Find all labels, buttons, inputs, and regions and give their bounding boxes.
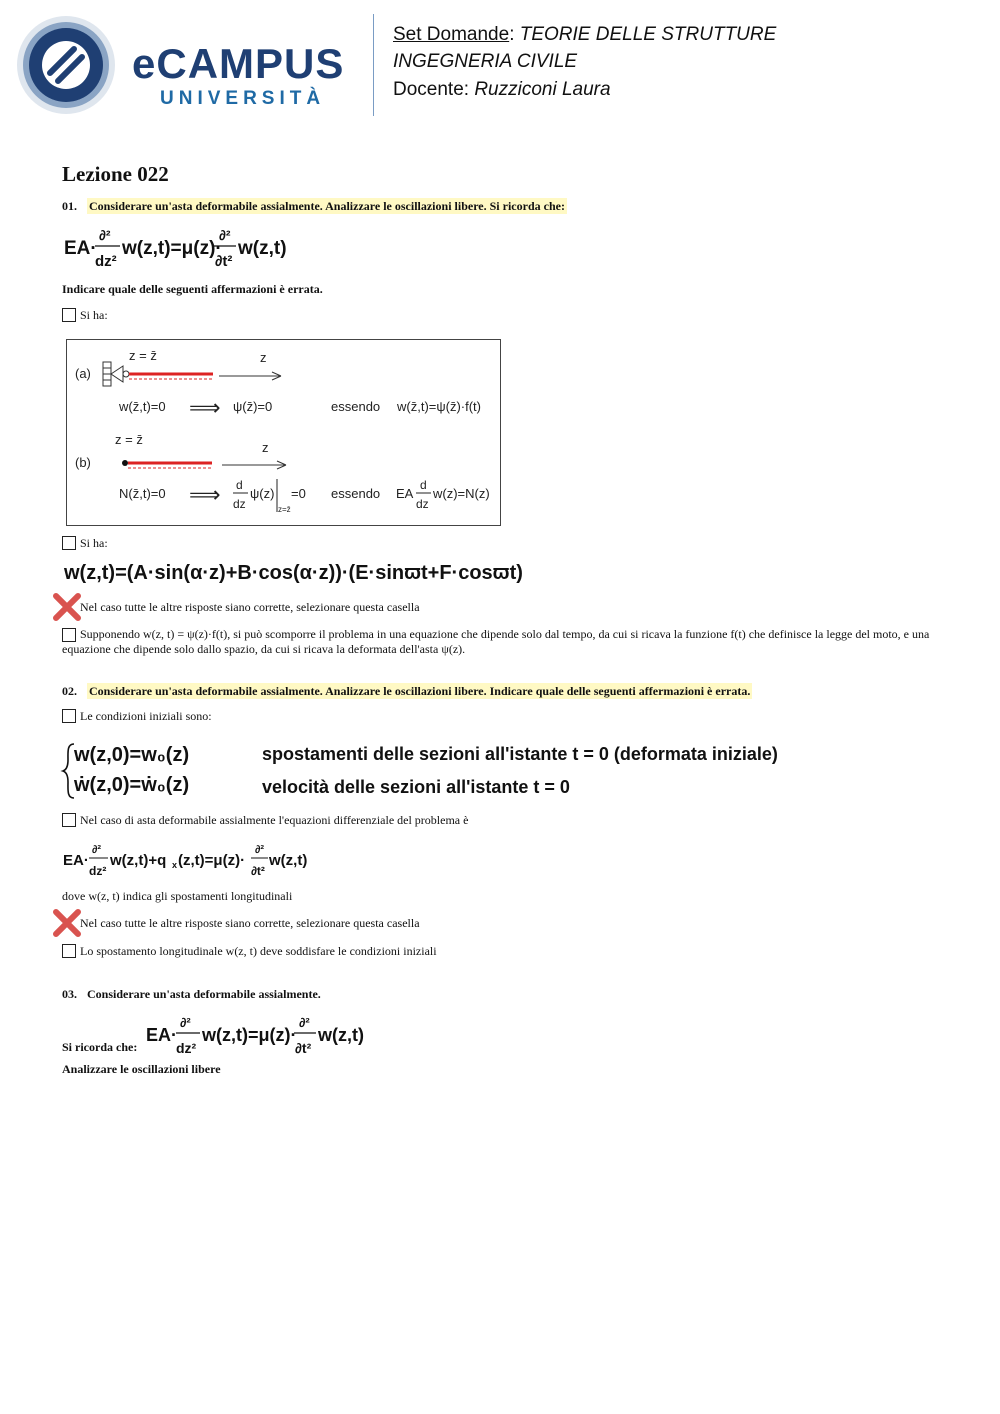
checkbox[interactable] xyxy=(62,536,76,550)
option-label: Si ha: xyxy=(80,308,108,322)
q3-recall-label: Si ricorda che: xyxy=(62,1040,138,1054)
q2-option-b[interactable] xyxy=(62,813,468,828)
svg-text:w(z,t)+q: w(z,t)+q xyxy=(110,852,167,869)
question-number: 03. xyxy=(62,987,77,1001)
svg-text:dz: dz xyxy=(416,497,429,511)
q2-option-d[interactable] xyxy=(62,944,437,959)
question-3-header xyxy=(62,985,321,1003)
question-2-header xyxy=(62,682,752,700)
diagram-b-rel-prefix: EA xyxy=(396,486,414,501)
diagram-b-rel-suffix: w(z)=N(z) xyxy=(433,486,490,501)
svg-text:∂²: ∂² xyxy=(92,844,102,856)
diagram-a-cond: w(z̄,t)=0 xyxy=(119,399,166,414)
question-number: 02. xyxy=(62,684,77,698)
svg-text:∂t²: ∂t² xyxy=(295,1040,312,1056)
header-divider xyxy=(373,14,374,116)
diagram-label-a: (a) xyxy=(75,366,91,381)
set-line: Set Domande: TEORIE DELLE STRUTTURE xyxy=(393,24,777,45)
svg-text:dz²: dz² xyxy=(176,1040,197,1056)
option-label: Nel caso di asta deformabile assialmente l'equazioni differenziale del problema è xyxy=(80,813,469,827)
checkbox[interactable] xyxy=(62,709,76,723)
diagram-b-zbar: z = z̄ xyxy=(115,432,143,447)
q3-tail: Analizzare le oscillazioni libere xyxy=(62,1062,221,1076)
diagram-b-sub: z=z̄ xyxy=(278,505,291,514)
svg-text:∂t²: ∂t² xyxy=(251,864,265,878)
diagram-a-psi: ψ(z̄)=0 xyxy=(233,399,273,414)
logo-wordmark: eCAMPUS xyxy=(132,40,345,87)
boundary-conditions-diagram xyxy=(66,339,501,526)
diagram-a-zbar: z = z̄ xyxy=(129,348,157,363)
svg-text:∂²: ∂² xyxy=(255,844,265,856)
initial-condition-2: ẇ(z,0)=ẇ₀(z) xyxy=(74,774,190,796)
diagram-a-essendo: essendo xyxy=(331,399,381,414)
diagram-a-rel: w(z̄,t)=ψ(z̄)·f(t) xyxy=(397,399,481,414)
svg-text:w(z,t): w(z,t) xyxy=(318,1025,364,1045)
q1-recall-formula xyxy=(62,224,302,272)
svg-text:EA·: EA· xyxy=(146,1025,177,1045)
checkbox[interactable] xyxy=(62,813,76,827)
svg-text:w(z,t)=μ(z)·: w(z,t)=μ(z)· xyxy=(202,1025,297,1045)
svg-text:∂t²: ∂t² xyxy=(215,253,233,270)
logo-subtitle: UNIVERSITÀ xyxy=(160,88,326,109)
set-label: Set Domande xyxy=(393,24,510,45)
initial-condition-1-desc: spostamenti delle sezioni all'istante t = 0 (deformata iniziale) xyxy=(262,744,778,764)
svg-text:dz²: dz² xyxy=(95,253,117,270)
svg-text:d: d xyxy=(236,478,243,492)
svg-text:dz: dz xyxy=(233,497,246,511)
svg-text:w(z,t): w(z,t) xyxy=(238,238,287,259)
question-text: Considerare un'asta deformabile assialmente. xyxy=(87,987,321,1001)
option-label: Nel caso tutte le altre risposte siano corrette, selezionare questa casella xyxy=(80,600,420,614)
q1-option-d[interactable] xyxy=(62,627,942,657)
lesson-title: Lezione 022 xyxy=(62,162,169,186)
question-text: Considerare un'asta deformabile assialmente. Analizzare le oscillazioni libere. Indicare quale delle seguenti affermazioni è errata. xyxy=(89,684,751,698)
checkbox[interactable] xyxy=(62,628,76,642)
q1-option-a[interactable] xyxy=(62,308,108,323)
diagram-b-cond: N(z̄,t)=0 xyxy=(119,486,166,501)
option-label: Si ha: xyxy=(80,536,108,550)
university-logo-icon xyxy=(16,15,116,115)
question-text: Considerare un'asta deformabile assialmente. Analizzare le oscillazioni libere. Si ricorda che: xyxy=(89,199,565,213)
svg-text:EA·: EA· xyxy=(64,238,97,259)
svg-text:w(z,t): w(z,t) xyxy=(269,852,308,869)
option-label: Le condizioni iniziali sono: xyxy=(80,709,212,723)
q3-recall-formula xyxy=(144,1012,374,1060)
option-label: Supponendo w(z, t) = ψ(z)·f(t), si può scomporre il problema in una equazione che dipende solo dal tempo, da cui si ricava la funzione f(t) che definisce la legge del moto, e una equazione che dipende solo dallo spazio, da cui si ricava la deformata dell'asta ψ(z). xyxy=(62,627,930,656)
q1-option-b-formula: w(z,t)=(A·sin(α·z)+B·cos(α·z))·(E·sinϖt+F·cosϖt) xyxy=(64,562,523,584)
question-1-header xyxy=(62,197,567,215)
diagram-b-z: z xyxy=(262,440,269,455)
question-prompt: Indicare quale delle seguenti affermazioni è errata. xyxy=(62,282,323,296)
checkbox-checked[interactable] xyxy=(62,916,76,930)
svg-text:d: d xyxy=(420,478,427,492)
checkbox-checked[interactable] xyxy=(62,600,76,614)
teacher-label: Docente: xyxy=(393,79,470,100)
svg-text:∂²: ∂² xyxy=(219,227,231,243)
q2-option-a[interactable] xyxy=(62,709,212,724)
q1-option-c[interactable] xyxy=(62,600,420,615)
svg-text:w(z,t)=μ(z)·: w(z,t)=μ(z)· xyxy=(122,238,222,259)
diagram-b-essendo: essendo xyxy=(331,486,381,501)
svg-text:∂²: ∂² xyxy=(99,227,111,243)
svg-text:x: x xyxy=(172,860,178,870)
checkbox[interactable] xyxy=(62,308,76,322)
svg-text:⟹: ⟹ xyxy=(189,482,221,507)
q2-equation-formula xyxy=(62,840,308,880)
option-label: Lo spostamento longitudinale w(z, t) deve soddisfare le condizioni iniziali xyxy=(80,944,437,958)
diagram-a-z: z xyxy=(260,350,267,365)
svg-text:dz²: dz² xyxy=(89,864,107,878)
svg-text:∂²: ∂² xyxy=(299,1015,310,1030)
degree-name: INGEGNERIA CIVILE xyxy=(393,51,578,72)
course-name: TEORIE DELLE STRUTTURE xyxy=(519,24,777,45)
initial-condition-2-desc: velocità delle sezioni all'istante t = 0 xyxy=(262,777,570,797)
degree-line xyxy=(393,51,577,73)
option-label: Nel caso tutte le altre risposte siano corrette, selezionare questa casella xyxy=(80,916,420,930)
q1-option-b[interactable] xyxy=(62,536,108,551)
question-number: 01. xyxy=(62,199,77,213)
diagram-label-b: (b) xyxy=(75,455,91,470)
checkbox[interactable] xyxy=(62,944,76,958)
svg-text:∂²: ∂² xyxy=(180,1015,191,1030)
q2-option-c[interactable] xyxy=(62,916,420,931)
teacher-name: Ruzziconi Laura xyxy=(474,79,611,100)
svg-text:(z,t)=μ(z)·: (z,t)=μ(z)· xyxy=(178,852,246,869)
teacher-line xyxy=(393,79,611,101)
svg-text:ψ(z): ψ(z) xyxy=(250,486,275,501)
svg-text:⟹: ⟹ xyxy=(189,395,221,420)
q2-option-b-note: dove w(z, t) indica gli spostamenti longitudinali xyxy=(62,889,293,903)
diagram-b-eq0: =0 xyxy=(291,486,306,501)
initial-condition-1: w(z,0)=w₀(z) xyxy=(74,744,190,766)
svg-text:EA·: EA· xyxy=(63,852,89,869)
